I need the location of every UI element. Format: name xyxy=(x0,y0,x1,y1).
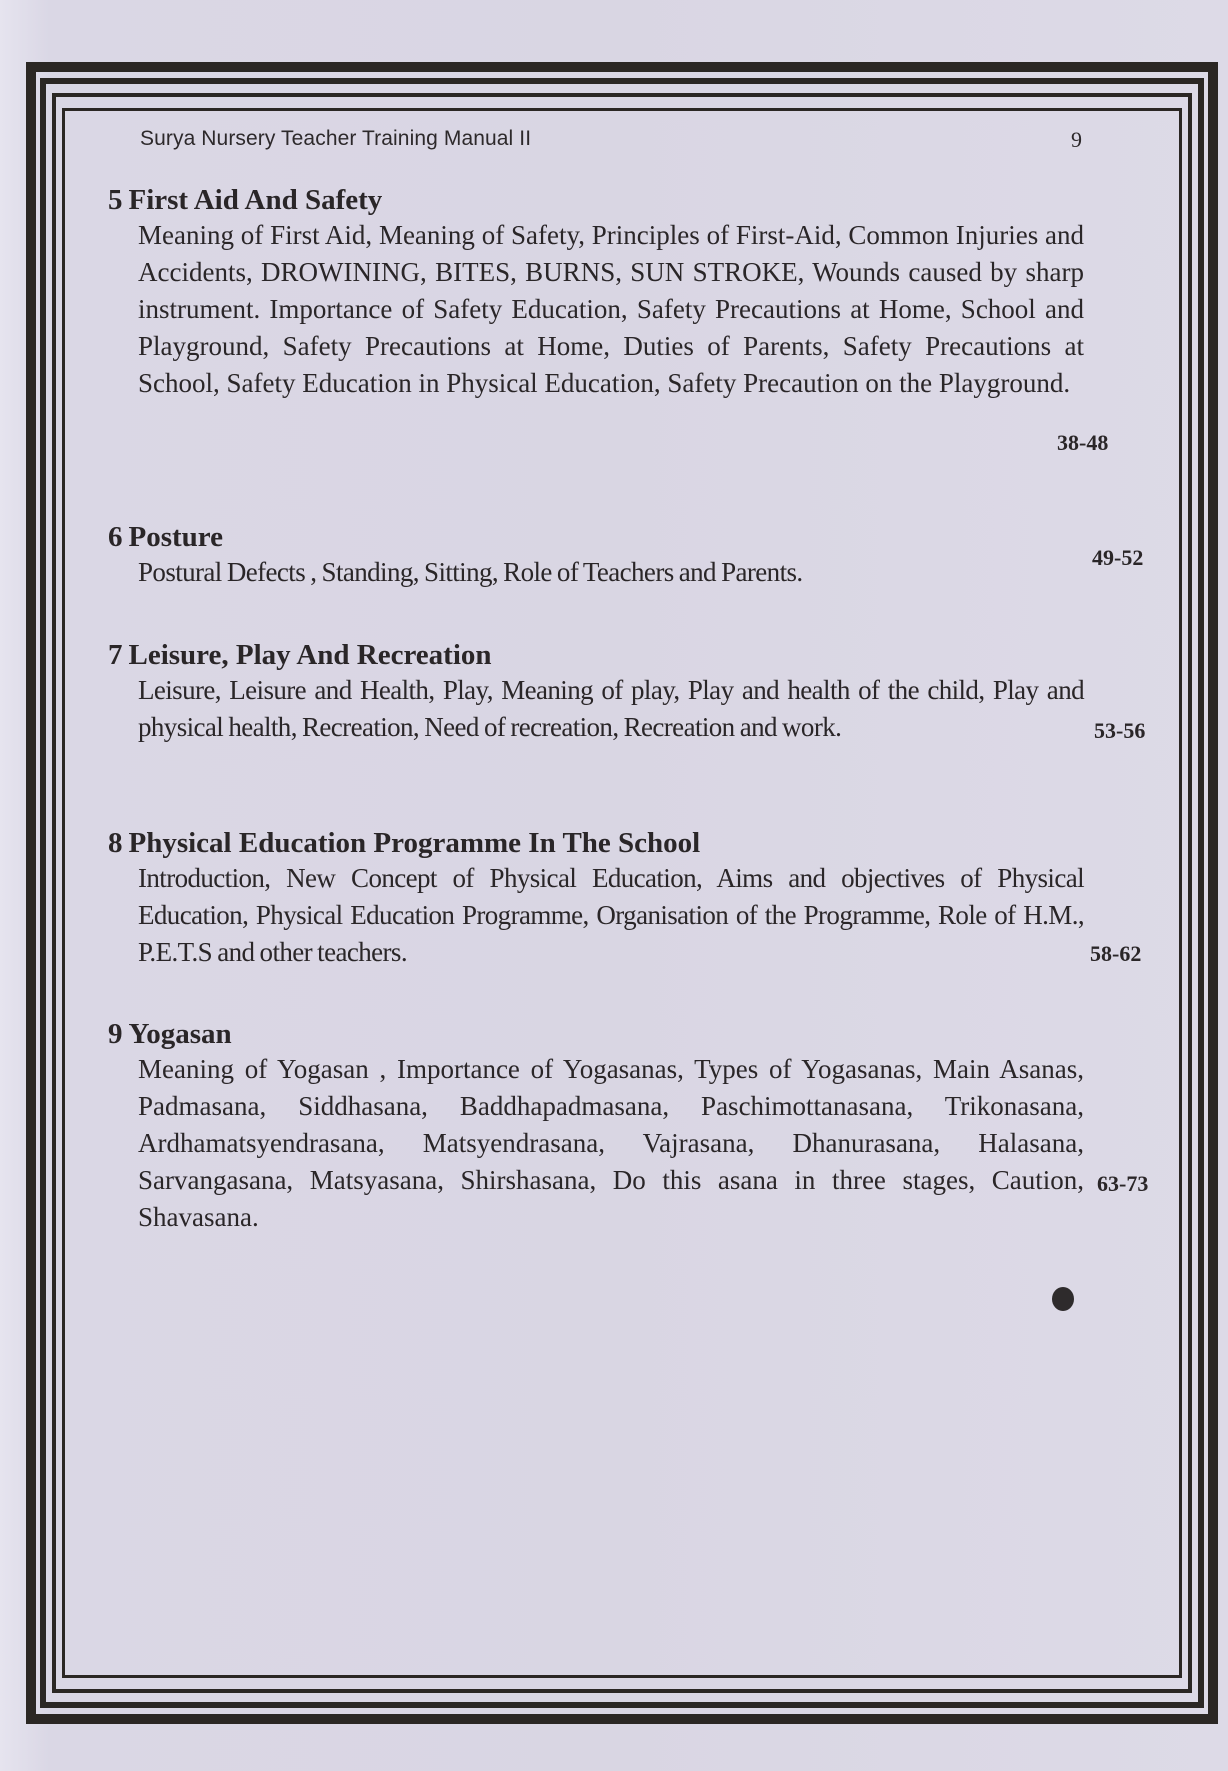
section-number: 9 xyxy=(108,1018,123,1050)
section-description: Meaning of Yogasan , Importance of Yogasanas, Types of Yogasanas, Main Asanas, Padmasana, Siddhasana, Baddhapadmasana, Paschimottanasana, Trikonasana, Ardhamatsyendrasana, Matsyendrasana, Vajrasana, Dhanurasana, Halasana, Sarvangasana, Matsyasana, Shirshasana, Do this asana in three stages, Caution, Shavasana. xyxy=(138,1054,1084,1232)
section-heading xyxy=(108,1017,1158,1051)
running-header-title: Surya Nursery Teacher Training Manual II xyxy=(140,127,532,150)
section-heading xyxy=(108,638,1158,672)
toc-section-6 xyxy=(108,520,1158,591)
section-8-page-range: 58-62 xyxy=(1090,941,1142,966)
toc-section-7 xyxy=(108,638,1158,746)
section-title: Physical Education Programme In The School xyxy=(128,827,701,859)
section-heading xyxy=(108,183,1158,217)
bullet-dot-ornament xyxy=(1052,1287,1074,1311)
section-heading xyxy=(108,520,1158,554)
section-heading xyxy=(108,826,1158,860)
toc-section-9 xyxy=(108,1017,1158,1236)
section-number: 5 xyxy=(108,184,123,216)
section-description: Leisure, Leisure and Health, Play, Meaning of play, Play and health of the child, Play and physical health, Recreation, Need of recreation, Recreation and work. xyxy=(138,675,1084,742)
section-9-page-range: 63-73 xyxy=(1097,1171,1149,1196)
section-number: 7 xyxy=(108,639,123,671)
section-5-page-range: 38-48 xyxy=(1057,430,1109,455)
section-number: 6 xyxy=(108,521,123,553)
section-6-page-range: 49-52 xyxy=(1092,545,1144,570)
section-description: Postural Defects , Standing, Sitting, Role of Teachers and Parents. xyxy=(138,557,803,587)
section-number: 8 xyxy=(108,827,123,859)
section-description: Meaning of First Aid, Meaning of Safety, Principles of First-Aid, Common Injuries and Accidents, DROWINING, BITES, BURNS, SUN STROKE, Wounds caused by sharp instrument. Importance of Safety Education, Safety Precautions at Home, School and Playground, Safety Precautions at Home, Duties of Parents, Safety Precautions at School, Safety Education in Physical Education, Safety Precaution on the Playground. xyxy=(138,220,1084,398)
section-title: First Aid And Safety xyxy=(128,184,383,216)
section-title: Leisure, Play And Recreation xyxy=(128,639,492,671)
toc-section-8 xyxy=(108,826,1158,971)
section-description: Introduction, New Concept of Physical Education, Aims and objectives of Physical Education, Physical Education Programme, Organisation of the Programme, Role of H.M., P.E.T.S and other teachers. xyxy=(138,863,1084,967)
section-title: Yogasan xyxy=(128,1018,232,1050)
page-number: 9 xyxy=(1071,127,1082,152)
section-7-page-range: 53-56 xyxy=(1094,718,1146,743)
section-title: Posture xyxy=(128,521,224,553)
toc-section-5 xyxy=(108,183,1158,402)
